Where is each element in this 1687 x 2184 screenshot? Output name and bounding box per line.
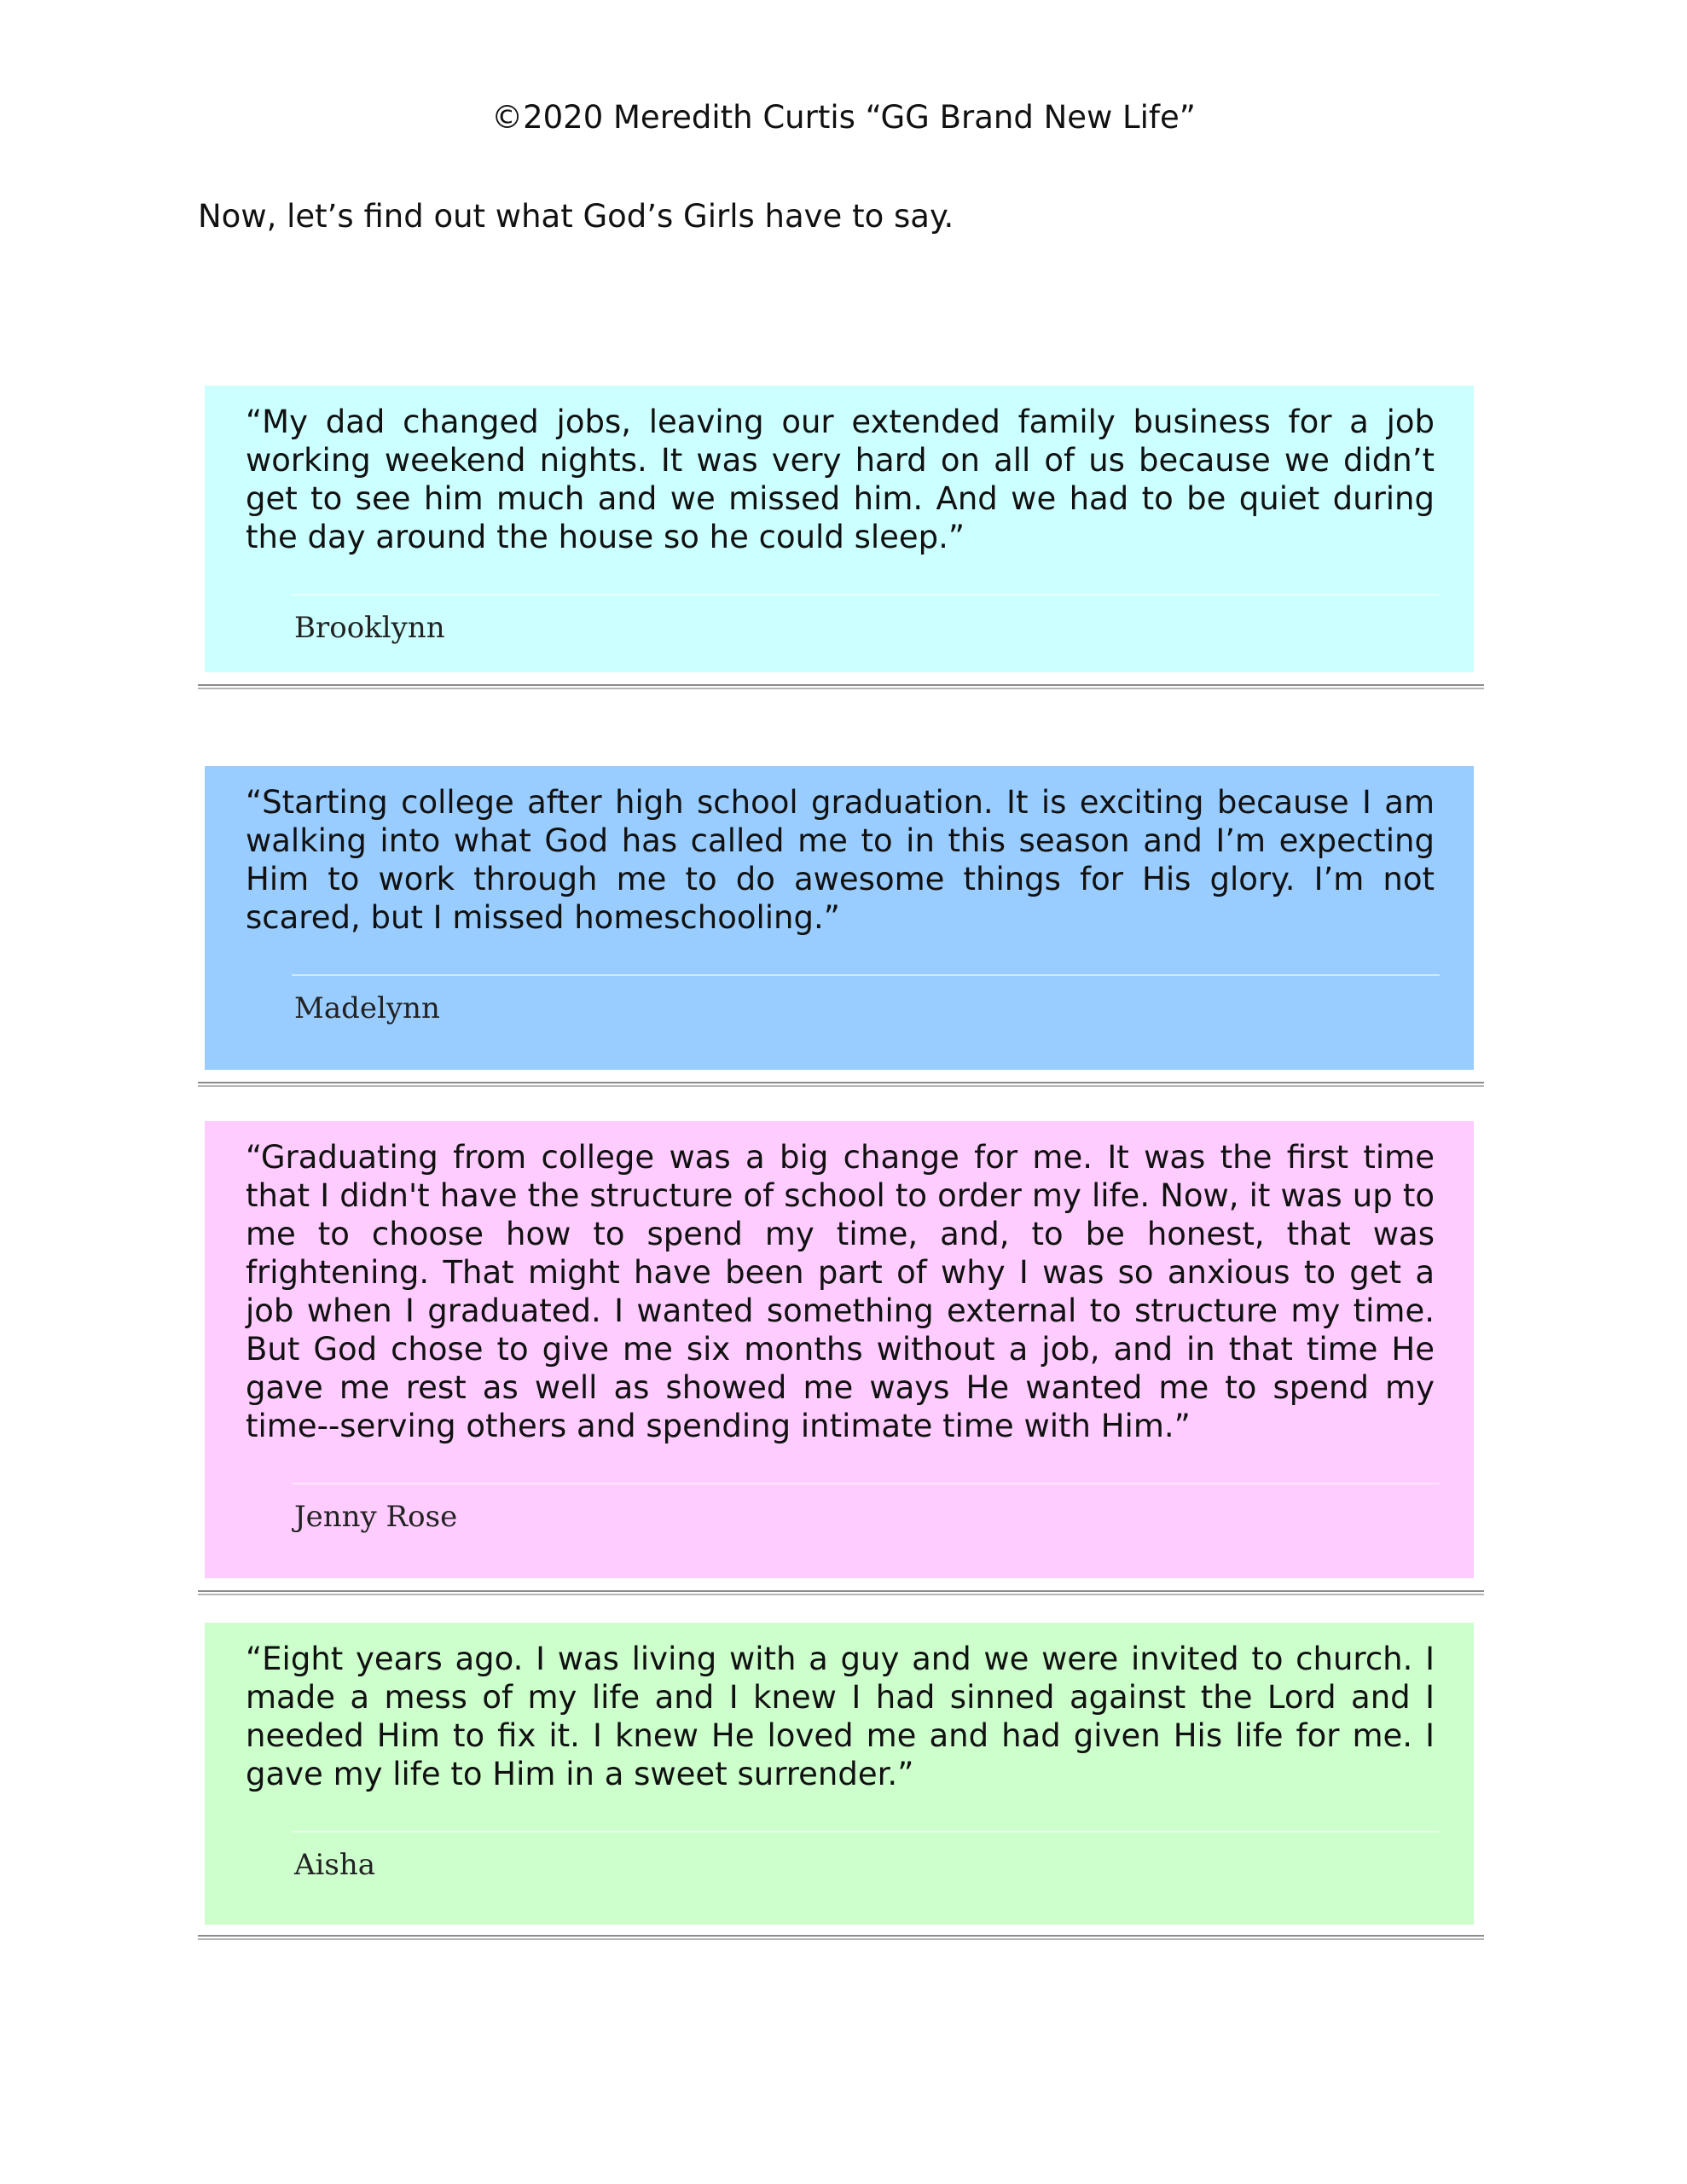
quote-box-brooklynn <box>205 386 1474 672</box>
author-divider <box>292 974 1440 976</box>
quote-author: Jenny Rose <box>294 1500 458 1534</box>
section-separator <box>198 1590 1484 1595</box>
quote-text: “My dad changed jobs, leaving our extended family business for a job working weekend nights. It was very hard on all of us because we didn’t get to see him much and we missed him. And we had to be quiet during the day around the house so he could sleep.” <box>246 404 1435 555</box>
quote-author: Madelynn <box>294 991 440 1025</box>
section-separator <box>198 1082 1484 1087</box>
quote-box-madelynn <box>205 766 1474 1070</box>
quote-text: “Eight years ago. I was living with a guy and we were invited to church. I made a mess of my life and I knew I had sinned against the Lord and I needed Him to fix it. I knew He loved me and had given His life for me. I gave my life to Him in a sweet surrender.” <box>246 1641 1435 1792</box>
quote-text: “Starting college after high school graduation. It is exciting because I am walking into what God has called me to in this season and I’m expecting Him to work through me to do awesome things for His glory. I’m not scared, but I missed homeschooling.” <box>246 784 1435 936</box>
page-header: ©2020 Meredith Curtis “GG Brand New Life” <box>491 99 1196 136</box>
quote-author: Aisha <box>294 1848 376 1882</box>
section-separator <box>198 1935 1484 1940</box>
quote-text: “Graduating from college was a big change for me. It was the first time that I didn't have the structure of school to order my life. Now, it was up to me to choose how to spend my time, and, to be honest, that was frightening. That might have been part of why I was so anxious to get a job when I graduated. I wanted something external to structure my time. But God chose to give me six months without a job, and in that time He gave me rest as well as showed me ways He wanted me to spend my time--serving others and spending intimate time with Him.” <box>246 1139 1435 1444</box>
author-divider <box>292 1831 1440 1833</box>
quote-box-jenny-rose <box>205 1121 1474 1578</box>
author-divider <box>292 594 1440 595</box>
quote-author: Brooklynn <box>294 611 445 645</box>
author-divider <box>292 1483 1440 1484</box>
quote-box-aisha <box>205 1623 1474 1925</box>
intro-text: Now, let’s find out what God’s Girls have to say. <box>198 198 954 235</box>
section-separator <box>198 684 1484 689</box>
